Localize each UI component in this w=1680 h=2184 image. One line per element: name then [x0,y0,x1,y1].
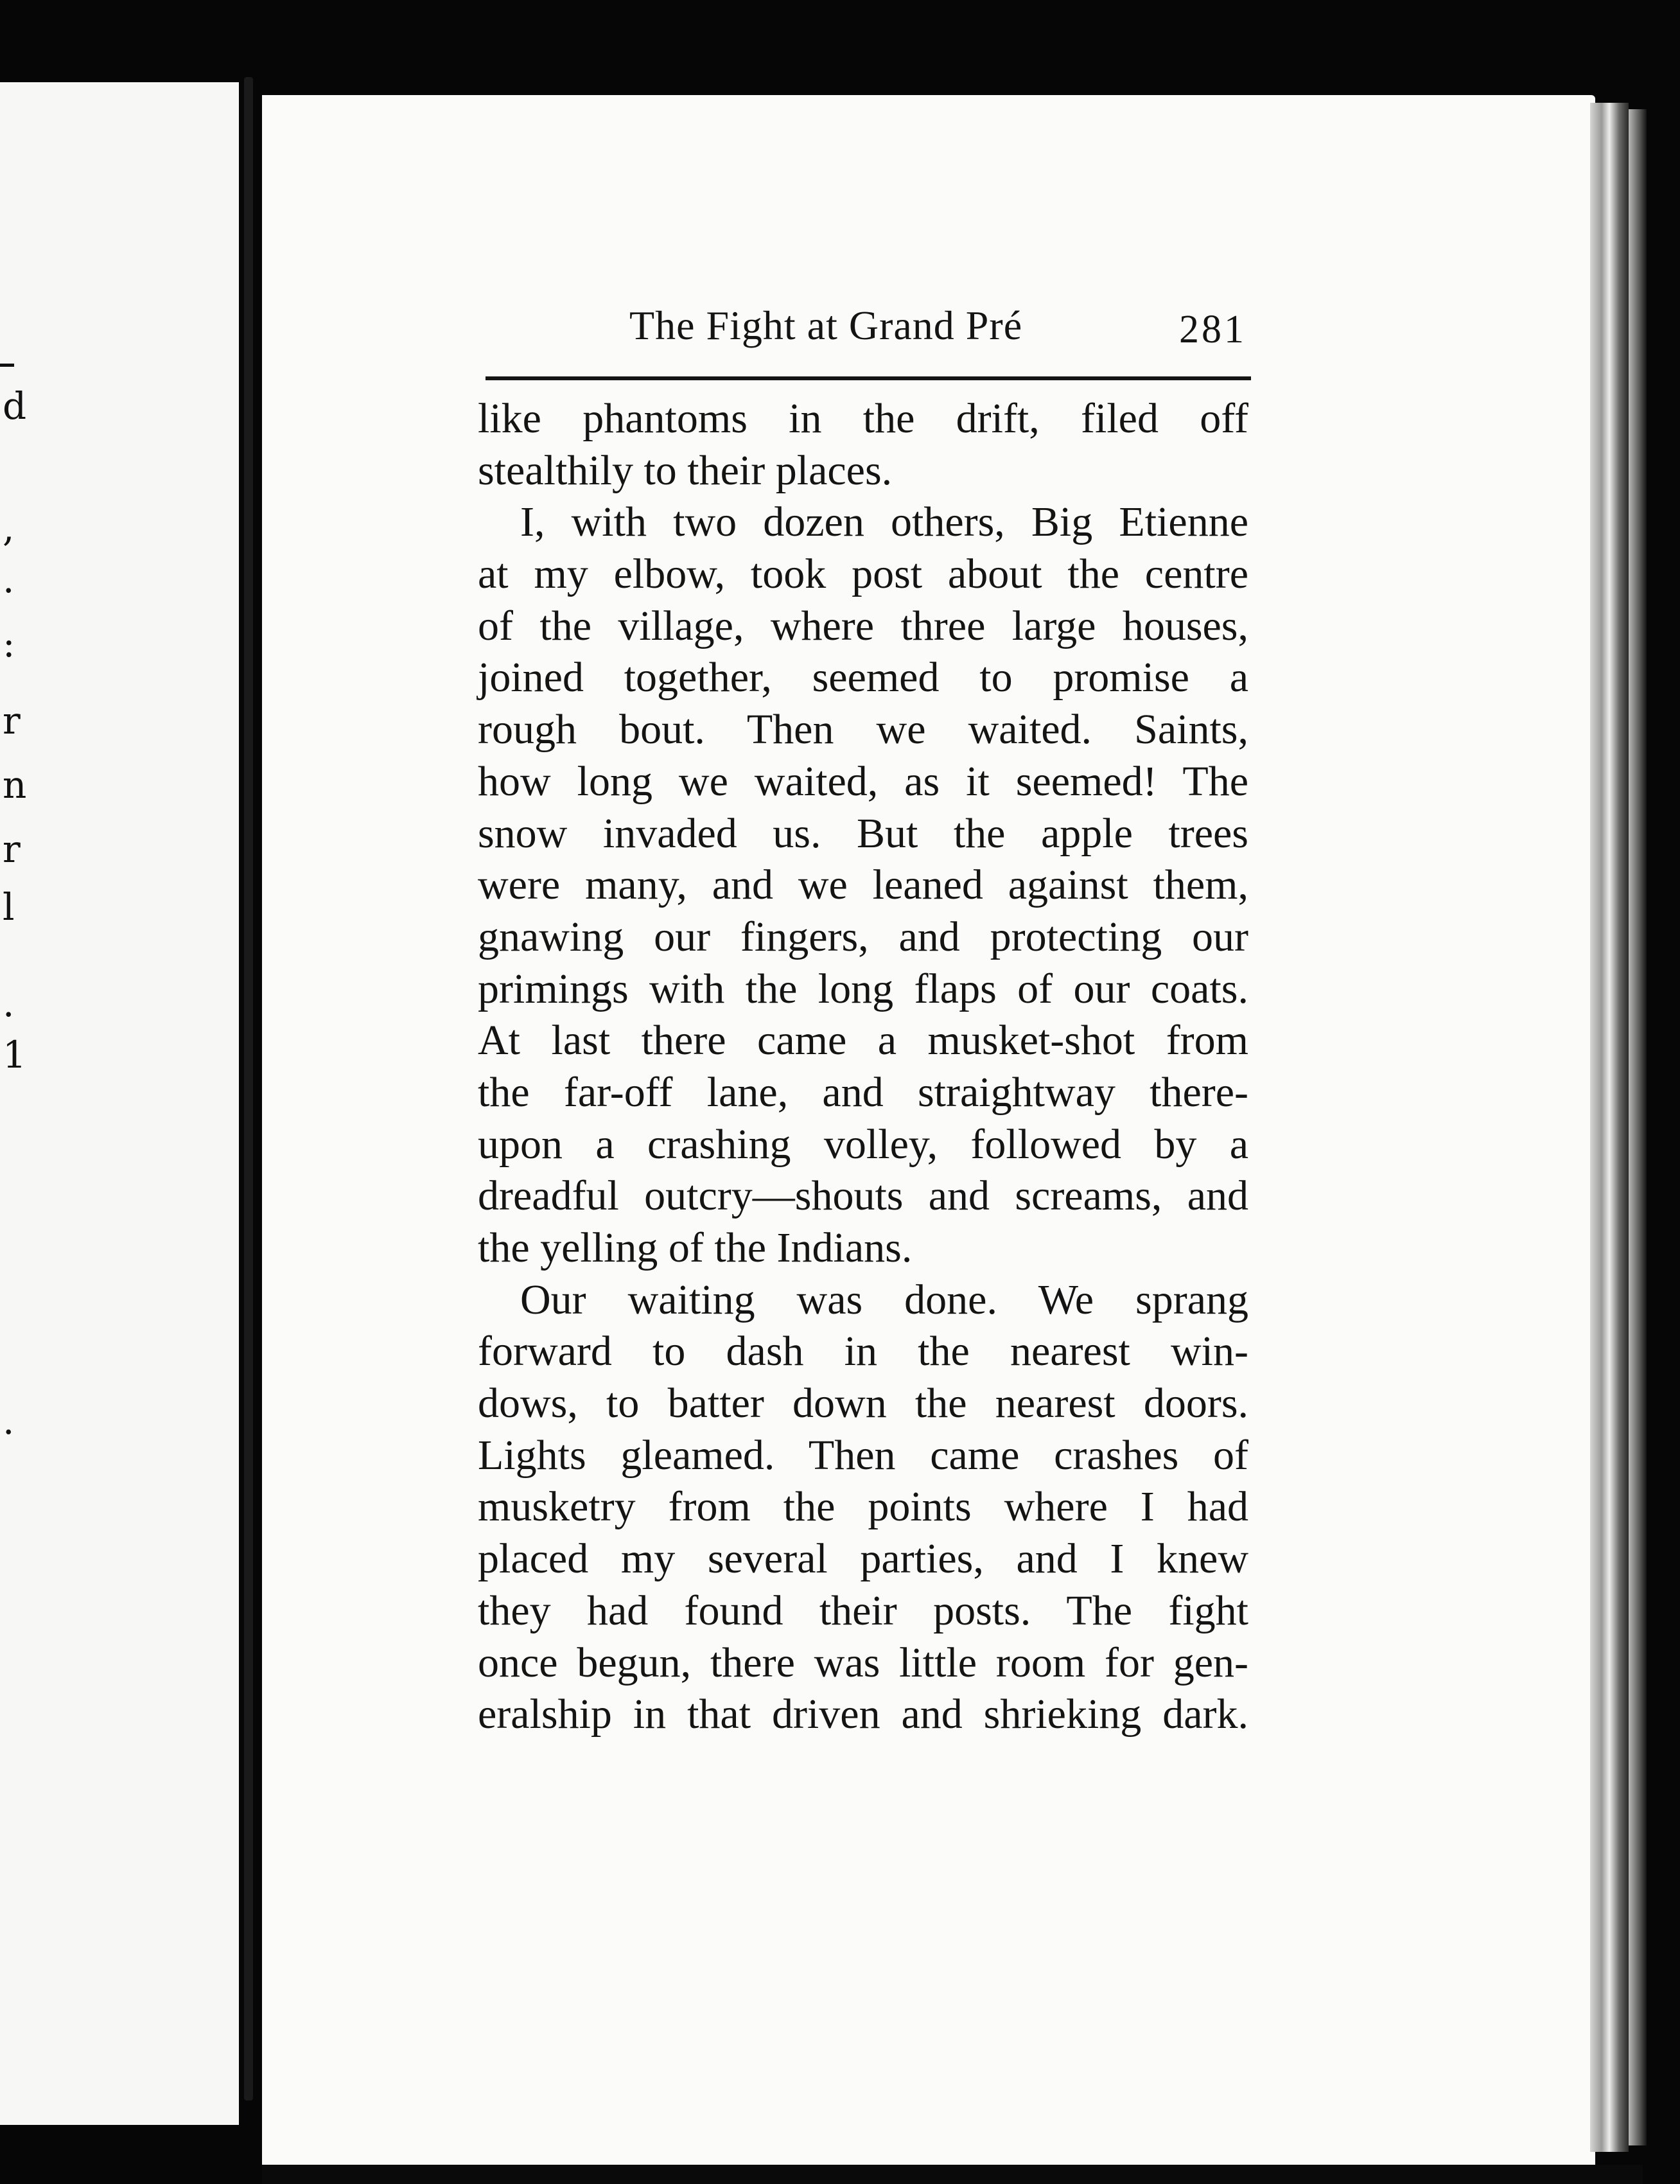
edge-char: 1 [3,1033,26,1077]
edge-char: . [3,558,15,601]
header-rule [486,376,1251,380]
paragraph [478,497,1248,1274]
edge-char: d [3,384,27,428]
text-line: At last there came a musket-shot from [478,1017,1248,1064]
edge-char: . [3,982,15,1025]
text-line: dows, to batter down the nearest doors. [478,1380,1248,1427]
text-line: gnawing our fingers, and protecting our [478,913,1248,960]
text-line: Our waiting was done. We sprang [520,1276,1248,1323]
paragraph [478,393,1248,497]
edge-char: , [3,506,15,550]
text-line: the yelling of the Indians. [478,1224,913,1271]
text-line: musketry from the points where I had [478,1483,1248,1531]
edge-char: l [3,885,15,929]
text-line: they had found their posts. The fight [478,1587,1248,1634]
text-line: stealthily to their places. [478,446,893,494]
text-line: dreadful outcry—shouts and screams, and [478,1172,1248,1220]
page-number: 281 [1179,308,1247,351]
text-line: joined together, seemed to promise a [478,654,1248,701]
text-line: rough bout. Then we waited. Saints, [478,706,1248,753]
edge-char: . [3,1399,15,1443]
text-line: the far-off lane, and straightway there- [478,1068,1248,1116]
page-stack-edge [1590,103,1629,2152]
paragraph [478,1274,1248,1741]
edge-char: n [3,763,27,807]
text-line: primings with the long flaps of our coats. [478,965,1248,1012]
text-line: Lights gleamed. Then came crashes of [478,1431,1248,1479]
bottom-shadow [262,2165,1643,2184]
edge-char: r [3,827,21,871]
edge-char: r [3,699,21,743]
body-text [478,393,1248,1741]
text-line: were many, and we leaned against them, [478,861,1248,909]
text-line: how long we waited, as it seemed! The [478,757,1248,805]
page-stack-edge-outer [1629,109,1647,2145]
text-line: placed my several parties, and I knew [478,1535,1248,1583]
text-line: eralship in that driven and shrieking dark. [478,1691,1248,1738]
text-line: of the village, where three large houses, [478,602,1248,649]
text-line: forward to dash in the nearest win- [478,1328,1248,1375]
text-line: I, with two dozen others, Big Etienne [520,498,1248,546]
previous-page-cut-text [3,82,28,2125]
text-line: like phantoms in the drift, filed off [478,395,1248,442]
running-head-title: The Fight at Grand Pré [629,303,1023,348]
previous-page-edge [0,82,239,2125]
book-gutter [244,77,253,2100]
edge-char: : [3,622,15,665]
text-line: snow invaded us. But the apple trees [478,809,1248,857]
text-line: upon a crashing volley, followed by a [478,1120,1248,1168]
text-line: once begun, there was little room for gen- [478,1639,1248,1686]
text-line: at my elbow, took post about the centre [478,550,1248,598]
